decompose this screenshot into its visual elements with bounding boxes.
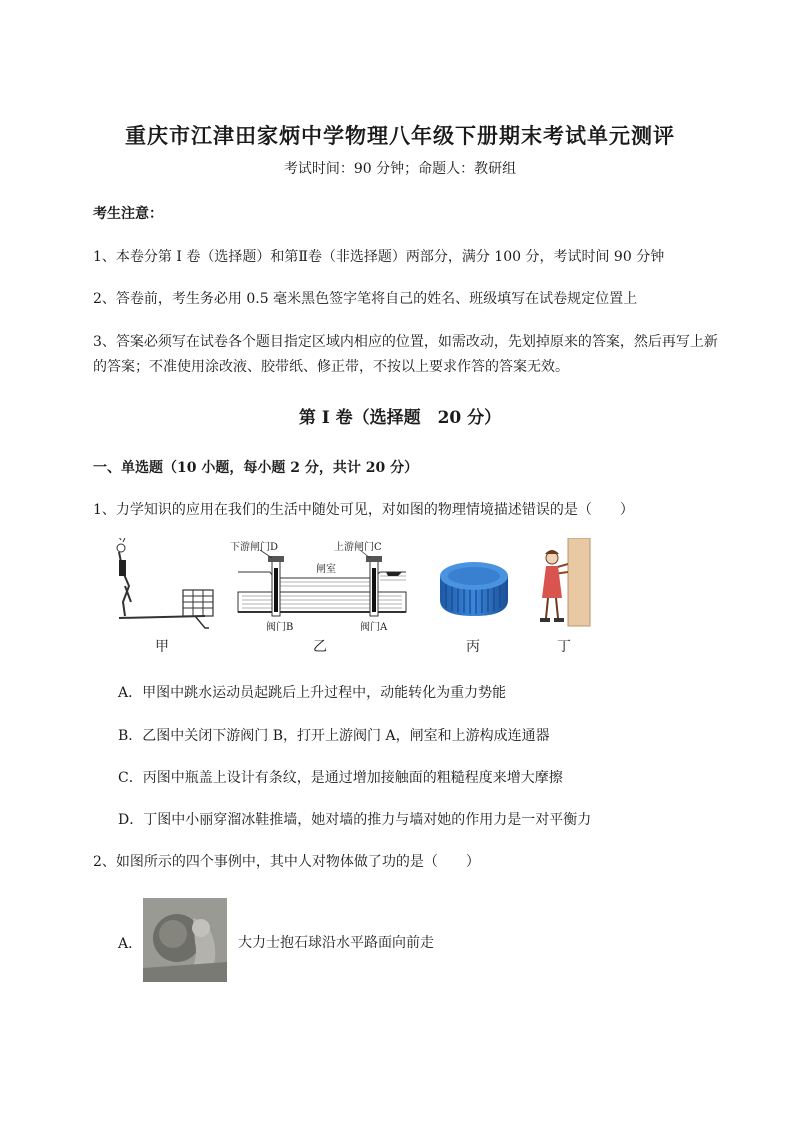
question-2-option-a-photo: [143, 898, 227, 982]
figure-yi-ship-lock: [230, 538, 410, 634]
label-down-gate: 下游闸门D: [230, 542, 279, 553]
question-1-option-c: C．丙图中瓶盖上设计有条纹，是通过增加接触面的粗糙程度来增大摩擦: [118, 770, 563, 786]
notice-item-2: 2、答卷前，考生务必用 0.5 毫米黑色签字笔将自己的姓名、班级填写在试卷规定位置上: [93, 291, 638, 307]
question-2-stem: 2、如图所示的四个事例中，其中人对物体做了功的是（ ）: [93, 854, 480, 870]
notice-item-1: 1、本卷分第 I 卷（选择题）和第Ⅱ卷（非选择题）两部分，满分 100 分，考试时间 90 分钟: [93, 249, 665, 265]
figure-bing-bottle-cap: [436, 556, 512, 620]
question-1-stem: 1、力学知识的应用在我们的生活中随处可见，对如图的物理情境描述错误的是（ ）: [93, 502, 634, 518]
figure-ding-push-wall: [532, 538, 592, 630]
question-1-option-b: B．乙图中关闭下游阀门 B，打开上游阀门 A，闸室和上游构成连通器: [118, 728, 550, 744]
notice-item-3-line-1: 3、答案必须写在试卷各个题目指定区域内相应的位置，如需改动，先划掉原来的答案，然后再写上新: [93, 334, 718, 350]
section-title: 第 I 卷（选择题 20 分）: [298, 408, 502, 428]
figure-ding-caption: 丁: [557, 639, 571, 655]
label-valve-b: 阀门B: [266, 622, 294, 633]
label-valve-a: 阀门A: [360, 622, 388, 633]
figure-bing-caption: 丙: [466, 639, 480, 655]
question-2-option-a-text: 大力士抱石球沿水平路面向前走: [238, 935, 434, 951]
figure-jia-caption: 甲: [155, 639, 169, 655]
notice-item-3-line-2: 的答案；不准使用涂改液、胶带纸、修正带，不按以上要求作答的答案无效。: [93, 359, 569, 375]
figure-jia-diving: [105, 538, 217, 630]
question-2-option-a-label: A．: [118, 936, 143, 952]
exam-info: 考试时间：90 分钟；命题人：教研组: [283, 161, 517, 177]
page-title: 重庆市江津田家炳中学物理八年级下册期末考试单元测评: [125, 123, 675, 148]
part-heading: 一、单选题（10 小题，每小题 2 分，共计 20 分）: [93, 460, 419, 476]
question-1-option-d: D．丁图中小丽穿溜冰鞋推墙，她对墙的推力与墙对她的作用力是一对平衡力: [118, 812, 592, 828]
question-1-option-a: A．甲图中跳水运动员起跳后上升过程中，动能转化为重力势能: [118, 685, 507, 701]
figure-yi-caption: 乙: [313, 639, 327, 655]
notice-heading: 考生注意：: [93, 206, 163, 222]
label-chamber: 闸室: [316, 564, 336, 575]
label-up-gate: 上游闸门C: [334, 542, 382, 553]
